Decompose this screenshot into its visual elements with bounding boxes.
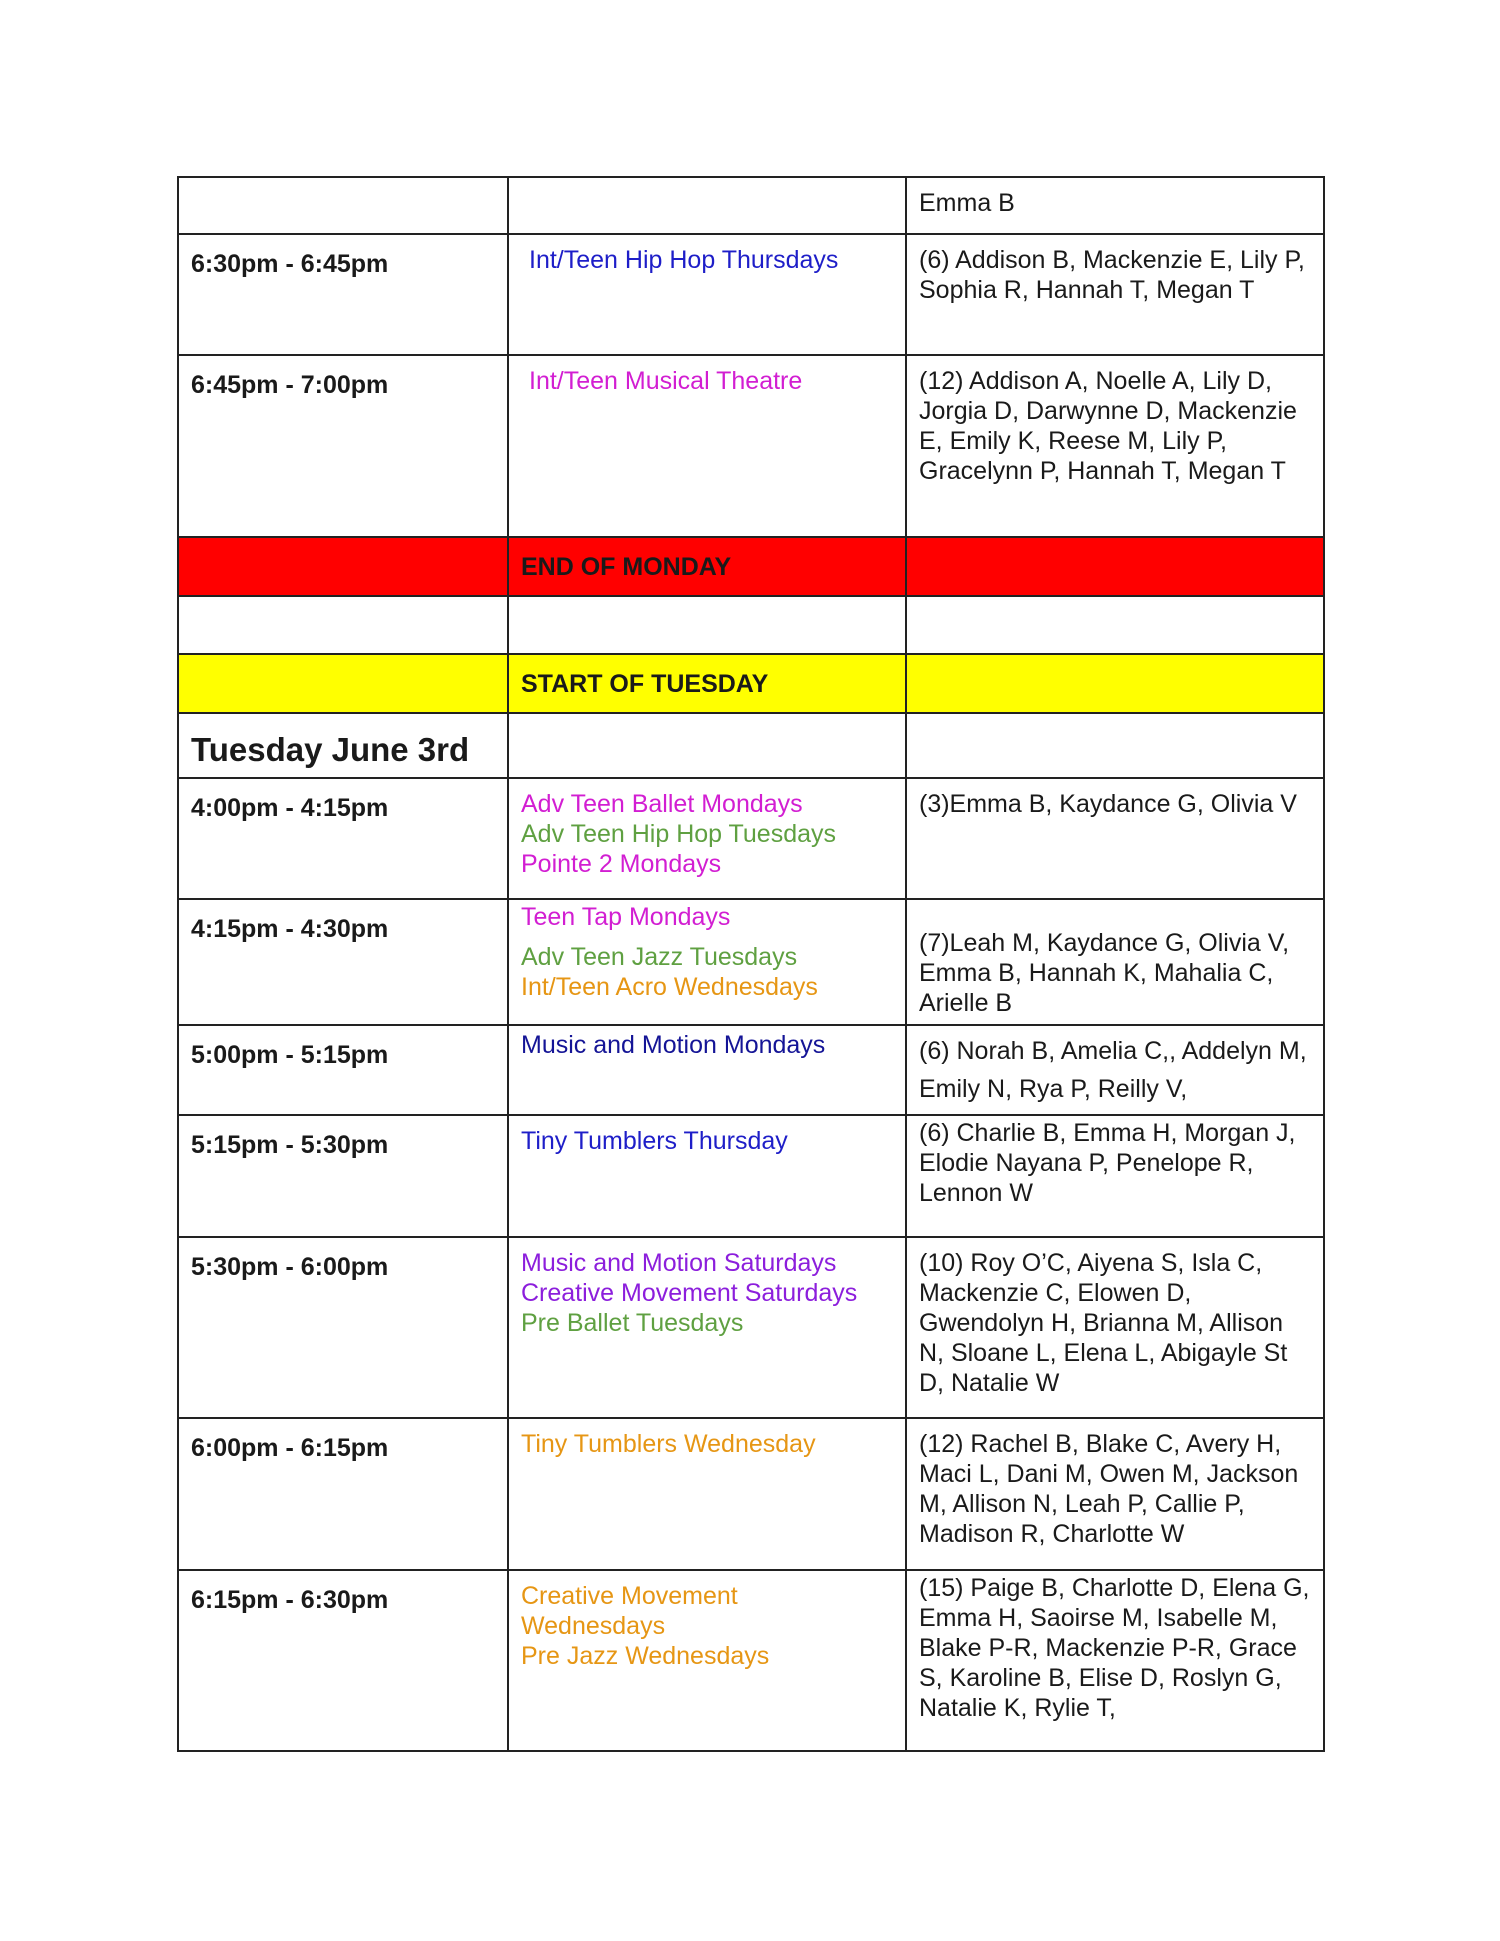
table-row xyxy=(178,899,1324,1025)
end-of-monday-label: END OF MONDAY xyxy=(508,537,906,596)
class-name: Teen Tap Mondays xyxy=(521,903,731,931)
class-name: Pointe 2 Mondays xyxy=(521,850,722,878)
time-cell: 6:00pm - 6:15pm xyxy=(178,1418,508,1570)
blank-row xyxy=(178,596,1324,654)
names-cell: (12) Rachel B, Blake C, Avery H, Maci L, Dani M, Owen M, Jackson M, Allison N, Leah P, Callie P, Madison R, Charlotte W xyxy=(906,1418,1324,1570)
start-of-day-row xyxy=(178,654,1324,713)
class-cell xyxy=(508,177,906,234)
class-name: Adv Teen Hip Hop Tuesdays xyxy=(521,820,837,848)
time-cell: 6:15pm - 6:30pm xyxy=(178,1570,508,1751)
class-name: Music and Motion Saturdays xyxy=(521,1249,837,1277)
table-row xyxy=(178,234,1324,355)
class-cell xyxy=(508,355,906,537)
class-name: Pre Ballet Tuesdays xyxy=(521,1309,744,1337)
class-name: Creative Movement Wednesdays xyxy=(521,1582,738,1640)
time-cell: 6:45pm - 7:00pm xyxy=(178,355,508,537)
time-cell: 5:00pm - 5:15pm xyxy=(178,1025,508,1115)
class-cell xyxy=(508,1115,906,1237)
table-row xyxy=(178,355,1324,537)
class-cell xyxy=(508,778,906,899)
blank-cell xyxy=(178,596,508,654)
names-cell: Emma B xyxy=(906,177,1324,234)
class-cell xyxy=(508,899,906,1025)
table-row xyxy=(178,1025,1324,1115)
time-cell: 6:30pm - 6:45pm xyxy=(178,234,508,355)
time-cell xyxy=(178,177,508,234)
time-cell: 5:15pm - 5:30pm xyxy=(178,1115,508,1237)
time-cell: 4:15pm - 4:30pm xyxy=(178,899,508,1025)
names-cell: (6) Charlie B, Emma H, Morgan J, Elodie Nayana P, Penelope R, Lennon W xyxy=(906,1115,1324,1237)
class-name: Adv Teen Jazz Tuesdays xyxy=(521,943,798,971)
table-row xyxy=(178,1237,1324,1418)
class-name: Tiny Tumblers Thursday xyxy=(521,1127,788,1155)
marker-empty-cell xyxy=(178,654,508,713)
table-row xyxy=(178,177,1324,234)
class-cell xyxy=(508,1418,906,1570)
time-cell: 5:30pm - 6:00pm xyxy=(178,1237,508,1418)
class-name: Creative Movement Saturdays xyxy=(521,1279,858,1307)
time-cell: 4:00pm - 4:15pm xyxy=(178,778,508,899)
class-name: Adv Teen Ballet Mondays xyxy=(521,790,803,818)
names-cell: (12) Addison A, Noelle A, Lily D, Jorgia D, Darwynne D, Mackenzie E, Emily K, Reese M, Lily P, Gracelynn P, Hannah T, Megan T xyxy=(906,355,1324,537)
names-cell: (15) Paige B, Charlotte D, Elena G, Emma H, Saoirse M, Isabelle M, Blake P-R, Mackenzie P-R, Grace S, Karoline B, Elise D, Roslyn G, Natalie K, Rylie T, xyxy=(906,1570,1324,1751)
table-row xyxy=(178,1570,1324,1751)
class-name: Pre Jazz Wednesdays xyxy=(521,1642,770,1670)
blank-cell xyxy=(508,596,906,654)
day-heading-row xyxy=(178,713,1324,778)
names-cell: (10) Roy O’C, Aiyena S, Isla C, Mackenzie C, Elowen D, Gwendolyn H, Brianna M, Allison N, Sloane L, Elena L, Abigayle St D, Natalie W xyxy=(906,1237,1324,1418)
class-name: Music and Motion Mondays xyxy=(521,1031,826,1059)
class-name: Int/Teen Acro Wednesdays xyxy=(521,973,818,1001)
names-cell: (6) Addison B, Mackenzie E, Lily P, Sophia R, Hannah T, Megan T xyxy=(906,234,1324,355)
class-cell xyxy=(508,1570,906,1751)
blank-cell xyxy=(906,596,1324,654)
class-cell xyxy=(508,1237,906,1418)
schedule-table xyxy=(177,176,1325,1752)
table-row xyxy=(178,1115,1324,1237)
table-row xyxy=(178,1418,1324,1570)
start-of-tuesday-label: START OF TUESDAY xyxy=(508,654,906,713)
day-title: Tuesday June 3rd xyxy=(178,713,508,778)
class-name: Int/Teen Hip Hop Thursdays xyxy=(529,246,839,274)
class-cell xyxy=(508,234,906,355)
marker-empty-cell xyxy=(178,537,508,596)
class-name: Int/Teen Musical Theatre xyxy=(529,367,803,395)
class-cell xyxy=(508,1025,906,1115)
blank-cell xyxy=(508,713,906,778)
marker-empty-cell xyxy=(906,537,1324,596)
names-cell: (6) Norah B, Amelia C,, Addelyn M, Emily N, Rya P, Reilly V, xyxy=(906,1025,1324,1115)
end-of-day-row xyxy=(178,537,1324,596)
names-cell: (3)Emma B, Kaydance G, Olivia V xyxy=(906,778,1324,899)
marker-empty-cell xyxy=(906,654,1324,713)
blank-cell xyxy=(906,713,1324,778)
class-name: Tiny Tumblers Wednesday xyxy=(521,1430,816,1458)
table-row xyxy=(178,778,1324,899)
names-cell: (7)Leah M, Kaydance G, Olivia V, Emma B, Hannah K, Mahalia C, Arielle B xyxy=(906,899,1324,1025)
